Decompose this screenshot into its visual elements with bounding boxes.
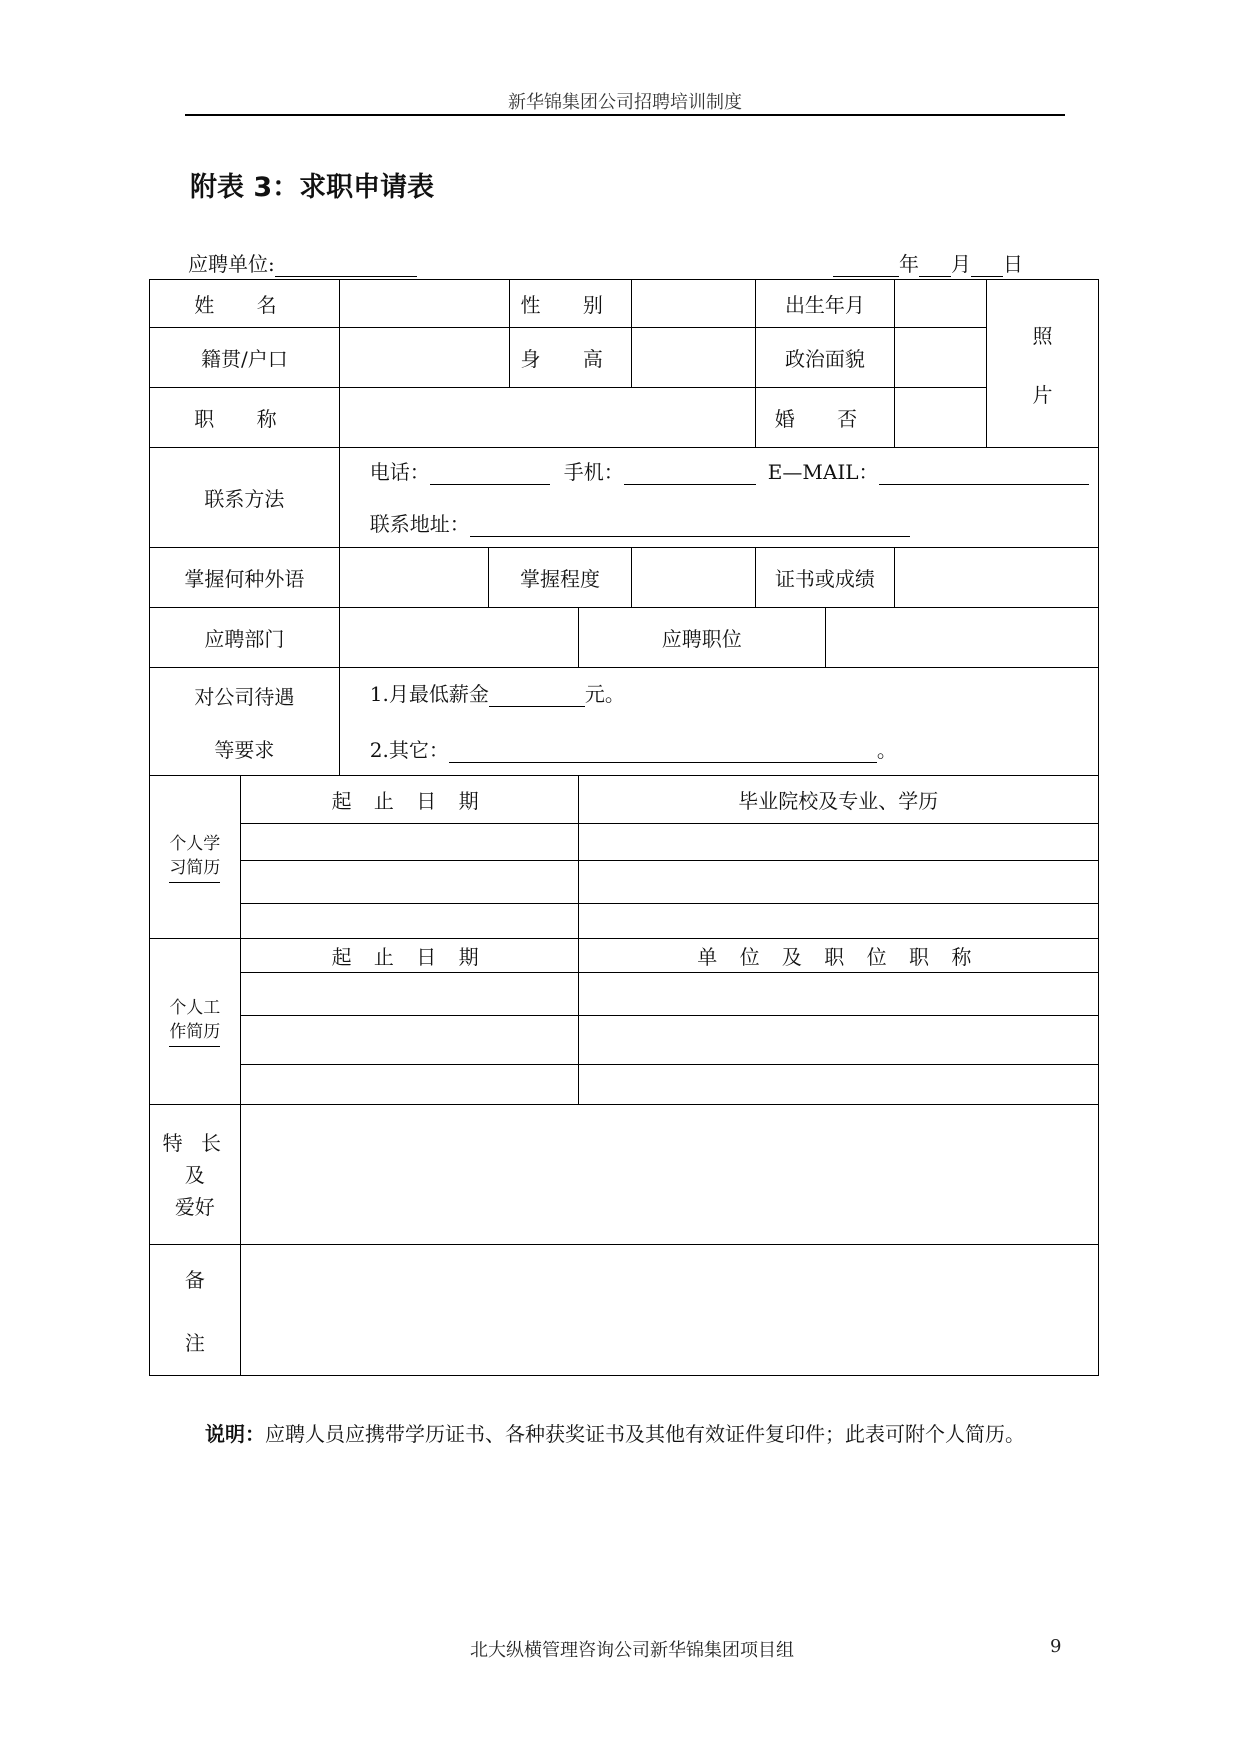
instructions-note bbox=[205, 1417, 1065, 1452]
work-date-header: 起 止 日 期 bbox=[240, 939, 578, 973]
job-field[interactable] bbox=[825, 608, 1098, 668]
work-date-cell[interactable] bbox=[240, 1065, 578, 1105]
name-label: 姓 名 bbox=[150, 280, 340, 328]
language-field[interactable] bbox=[339, 548, 488, 608]
header-rule bbox=[185, 114, 1065, 116]
phone-label: 电话： bbox=[369, 459, 430, 484]
study-date-cell[interactable] bbox=[240, 824, 578, 861]
form-row-contact bbox=[150, 448, 1099, 548]
salary-label-line2: 等要求 bbox=[214, 737, 275, 762]
application-form bbox=[149, 279, 1099, 1376]
study-school-cell[interactable] bbox=[578, 861, 1098, 904]
photo-label-bottom: 片 bbox=[1032, 382, 1053, 407]
height-label: 身 高 bbox=[510, 328, 632, 388]
year-label: 年 bbox=[899, 252, 919, 276]
applying-unit-blank[interactable] bbox=[275, 254, 417, 277]
other-suffix: 。 bbox=[876, 737, 897, 762]
form-row-salary bbox=[150, 668, 1099, 776]
study-date-cell[interactable] bbox=[240, 861, 578, 904]
job-title-field[interactable] bbox=[339, 388, 755, 448]
footer-text: 北大纵横管理咨询公司新华锦集团项目组 bbox=[470, 1640, 794, 1661]
work-header-row bbox=[150, 939, 1099, 973]
salary-label-line1: 对公司待遇 bbox=[194, 684, 295, 709]
birth-label: 出生年月 bbox=[755, 280, 895, 328]
work-row bbox=[150, 973, 1099, 1016]
work-date-cell[interactable] bbox=[240, 973, 578, 1016]
date-line bbox=[833, 248, 1023, 277]
study-side-label: 个人学 习简历 bbox=[150, 776, 241, 939]
salary-label bbox=[150, 668, 340, 776]
study-school-header: 毕业院校及专业、学历 bbox=[578, 776, 1098, 824]
study-school-cell[interactable] bbox=[578, 904, 1098, 939]
phone-blank[interactable] bbox=[430, 464, 550, 485]
form-row-language bbox=[150, 548, 1099, 608]
work-company-cell[interactable] bbox=[578, 973, 1098, 1016]
hobby-field[interactable] bbox=[240, 1105, 1098, 1245]
height-field[interactable] bbox=[631, 328, 755, 388]
page-number: 9 bbox=[1050, 1636, 1062, 1657]
remark-field[interactable] bbox=[240, 1245, 1098, 1376]
mobile-blank[interactable] bbox=[624, 464, 756, 485]
name-field[interactable] bbox=[339, 280, 510, 328]
year-blank[interactable] bbox=[833, 254, 899, 277]
married-field[interactable] bbox=[895, 388, 987, 448]
form-row-basic-3 bbox=[150, 388, 1099, 448]
day-label: 日 bbox=[1003, 252, 1023, 276]
min-salary-suffix: 元。 bbox=[584, 681, 625, 706]
month-blank[interactable] bbox=[919, 254, 951, 277]
dept-field[interactable] bbox=[339, 608, 578, 668]
document-title: 附表 3：求职申请表 bbox=[190, 172, 435, 203]
job-title-label: 职 称 bbox=[150, 388, 340, 448]
other-blank[interactable] bbox=[449, 742, 877, 763]
email-blank[interactable] bbox=[879, 464, 1089, 485]
language-level-label: 掌握程度 bbox=[489, 548, 632, 608]
form-row-basic-2 bbox=[150, 328, 1099, 388]
min-salary-label: 1.月最低薪金 bbox=[369, 681, 489, 706]
hobby-row bbox=[150, 1105, 1099, 1245]
contact-label: 联系方法 bbox=[150, 448, 340, 548]
gender-label: 性 别 bbox=[510, 280, 632, 328]
study-row bbox=[150, 904, 1099, 939]
other-label: 2.其它： bbox=[369, 737, 449, 762]
job-label: 应聘职位 bbox=[578, 608, 825, 668]
applying-unit-label: 应聘单位: bbox=[188, 252, 275, 276]
politics-label: 政治面貌 bbox=[755, 328, 895, 388]
study-row bbox=[150, 824, 1099, 861]
gender-field[interactable] bbox=[631, 280, 755, 328]
note-text: 应聘人员应携带学历证书、各种获奖证书及其他有效证件复印件；此表可附个人简历。 bbox=[265, 1422, 1025, 1446]
contact-fields bbox=[339, 448, 1098, 548]
work-company-header: 单 位 及 职 位 职 称 bbox=[578, 939, 1098, 973]
running-header: 新华锦集团公司招聘培训制度 bbox=[508, 92, 742, 113]
email-label: E—MAIL： bbox=[767, 459, 879, 484]
work-row bbox=[150, 1016, 1099, 1065]
study-row bbox=[150, 861, 1099, 904]
work-side-label: 个人工 作简历 bbox=[150, 939, 241, 1105]
min-salary-blank[interactable] bbox=[489, 686, 585, 707]
dept-label: 应聘部门 bbox=[150, 608, 340, 668]
politics-field[interactable] bbox=[895, 328, 987, 388]
study-date-header: 起 止 日 期 bbox=[240, 776, 578, 824]
note-label: 说明： bbox=[205, 1422, 265, 1446]
work-row bbox=[150, 1065, 1099, 1105]
birth-field[interactable] bbox=[895, 280, 987, 328]
work-company-cell[interactable] bbox=[578, 1065, 1098, 1105]
study-school-cell[interactable] bbox=[578, 824, 1098, 861]
month-label: 月 bbox=[951, 252, 971, 276]
mobile-label: 手机： bbox=[563, 459, 624, 484]
language-label: 掌握何种外语 bbox=[150, 548, 340, 608]
study-date-cell[interactable] bbox=[240, 904, 578, 939]
hometown-field[interactable] bbox=[339, 328, 510, 388]
address-label: 联系地址： bbox=[369, 511, 470, 536]
address-blank[interactable] bbox=[470, 516, 910, 537]
work-company-cell[interactable] bbox=[578, 1016, 1098, 1065]
cert-field[interactable] bbox=[895, 548, 1099, 608]
photo-box[interactable] bbox=[986, 280, 1098, 448]
photo-label-top: 照 bbox=[1032, 323, 1053, 348]
cert-label: 证书或成绩 bbox=[755, 548, 895, 608]
study-header-row bbox=[150, 776, 1099, 824]
language-level-field[interactable] bbox=[631, 548, 755, 608]
remark-label: 备 注 bbox=[150, 1245, 241, 1376]
hobby-label: 特 长 及 爱好 bbox=[150, 1105, 241, 1245]
form-row-basic-1 bbox=[150, 280, 1099, 328]
day-blank[interactable] bbox=[971, 254, 1003, 277]
work-date-cell[interactable] bbox=[240, 1016, 578, 1065]
hometown-label: 籍贯/户口 bbox=[150, 328, 340, 388]
salary-fields bbox=[339, 668, 1098, 776]
married-label: 婚 否 bbox=[755, 388, 895, 448]
remark-row bbox=[150, 1245, 1099, 1376]
form-row-position bbox=[150, 608, 1099, 668]
applying-unit-line bbox=[188, 248, 417, 277]
